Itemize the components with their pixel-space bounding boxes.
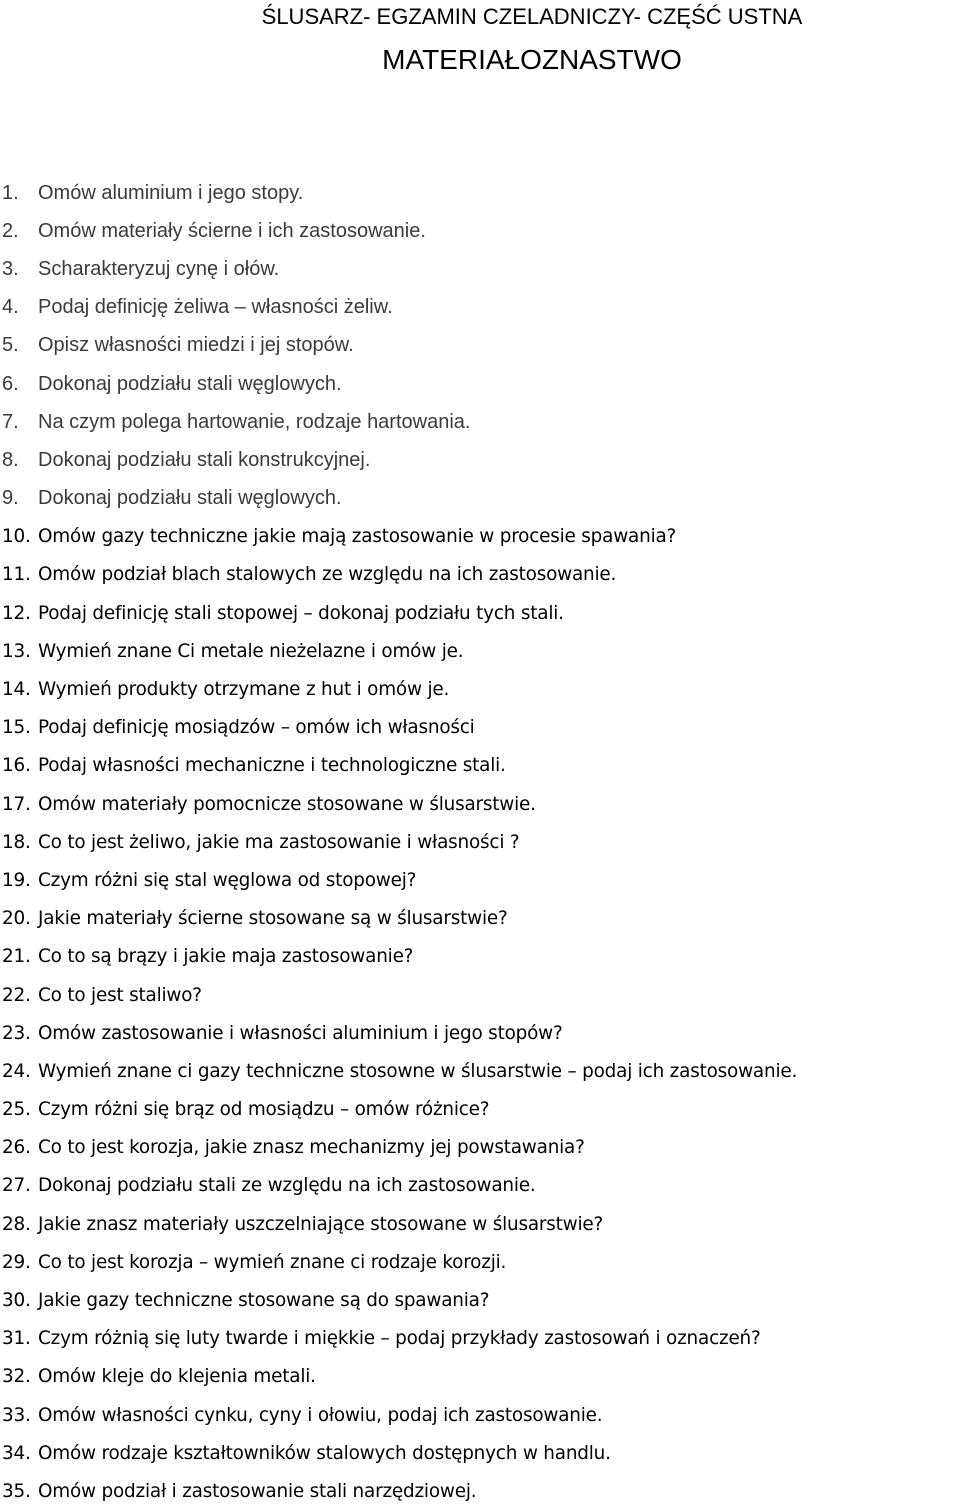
question-number: 14. (2, 679, 31, 701)
question-number: 22. (2, 984, 31, 1006)
question-number: 35. (2, 1480, 31, 1502)
question-number: 34. (2, 1442, 31, 1464)
question-text: Dokonaj podziału stali węglowych. (38, 372, 342, 395)
question-number: 4. (2, 296, 19, 319)
question-number: 30. (2, 1290, 31, 1312)
question-number: 24. (2, 1060, 31, 1082)
question-text: Czym różnią się luty twarde i miękkie – podaj przykłady zastosowań i oznaczeń? (38, 1328, 761, 1350)
question-text: Jakie znasz materiały uszczelniające stosowane w ślusarstwie? (38, 1213, 604, 1235)
question-text: Co to są brązy i jakie maja zastosowanie? (38, 946, 414, 968)
question-text: Podaj definicję stali stopowej – dokonaj podziału tych stali. (38, 602, 564, 624)
question-number: 2. (2, 219, 19, 242)
document-title: ŚLUSARZ- EGZAMIN CZELADNICZY- CZĘŚĆ USTNA (261, 4, 803, 29)
question-number: 20. (2, 908, 31, 930)
question-number: 23. (2, 1022, 31, 1044)
question-number: 27. (2, 1175, 31, 1197)
question-number: 12. (2, 602, 31, 624)
question-number: 1. (2, 181, 19, 204)
question-number: 5. (2, 334, 19, 357)
question-text: Dokonaj podziału stali konstrukcyjnej. (38, 448, 371, 471)
question-text: Omów podział i zastosowanie stali narzędziowej. (38, 1480, 477, 1502)
question-text: Co to jest korozja, jakie znasz mechanizmy jej powstawania? (38, 1137, 585, 1159)
question-number: 31. (2, 1328, 31, 1350)
question-number: 7. (2, 410, 19, 433)
question-text: Podaj definicję żeliwa – własności żeliw. (38, 296, 393, 319)
question-number: 28. (2, 1213, 31, 1235)
question-number: 9. (2, 487, 19, 510)
question-number: 32. (2, 1366, 31, 1388)
question-text: Czym różni się brąz od mosiądzu – omów różnice? (38, 1099, 490, 1121)
question-text: Czym różni się stal węglowa od stopowej? (38, 869, 417, 891)
question-text: Omów własności cynku, cyny i ołowiu, podaj ich zastosowanie. (38, 1404, 603, 1426)
question-number: 21. (2, 946, 31, 968)
question-number: 26. (2, 1137, 31, 1159)
question-text: Podaj własności mechaniczne i technologiczne stali. (38, 755, 506, 777)
question-text: Omów rodzaje kształtowników stalowych dostępnych w handlu. (38, 1442, 611, 1464)
question-text: Omów gazy techniczne jakie mają zastosowanie w procesie spawania? (38, 526, 677, 548)
question-number: 10. (2, 526, 31, 548)
question-number: 15. (2, 717, 31, 739)
question-number: 13. (2, 640, 31, 662)
question-number: 18. (2, 831, 31, 853)
question-text: Jakie gazy techniczne stosowane są do spawania? (38, 1290, 490, 1312)
question-text: Scharakteryzuj cynę i ołów. (38, 257, 280, 280)
question-text: Co to jest żeliwo, jakie ma zastosowanie i własności ? (38, 831, 520, 853)
question-text: Omów kleje do klejenia metali. (38, 1366, 316, 1388)
question-number: 6. (2, 372, 19, 395)
question-text: Wymień znane ci gazy techniczne stosowne w ślusarstwie – podaj ich zastosowanie. (38, 1060, 798, 1082)
question-text: Co to jest korozja – wymień znane ci rodzaje korozji. (38, 1251, 507, 1273)
question-number: 17. (2, 793, 31, 815)
question-text: Co to jest staliwo? (38, 984, 202, 1006)
question-text: Na czym polega hartowanie, rodzaje hartowania. (38, 410, 471, 433)
question-number: 33. (2, 1404, 31, 1426)
question-text: Opisz własności miedzi i jej stopów. (38, 334, 354, 357)
question-text: Omów materiały pomocnicze stosowane w ślusarstwie. (38, 793, 536, 815)
question-text: Wymień produkty otrzymane z hut i omów je. (38, 679, 450, 701)
question-text: Omów aluminium i jego stopy. (38, 181, 304, 204)
question-text: Podaj definicję mosiądzów – omów ich własności (38, 717, 475, 739)
question-text: Dokonaj podziału stali węglowych. (38, 487, 342, 510)
question-number: 8. (2, 448, 19, 471)
question-text: Omów materiały ścierne i ich zastosowanie. (38, 219, 426, 242)
question-number: 16. (2, 755, 31, 777)
document-subtitle: MATERIAŁOZNASTWO (382, 44, 682, 75)
question-text: Wymień znane Ci metale nieżelazne i omów je. (38, 640, 464, 662)
question-number: 3. (2, 257, 19, 280)
question-number: 29. (2, 1251, 31, 1273)
question-number: 25. (2, 1099, 31, 1121)
question-text: Omów zastosowanie i własności aluminium i jego stopów? (38, 1022, 563, 1044)
question-text: Jakie materiały ścierne stosowane są w ślusarstwie? (38, 908, 508, 930)
question-number: 19. (2, 869, 31, 891)
question-text: Omów podział blach stalowych ze względu na ich zastosowanie. (38, 564, 617, 586)
question-text: Dokonaj podziału stali ze względu na ich zastosowanie. (38, 1175, 536, 1197)
question-number: 11. (2, 564, 31, 586)
